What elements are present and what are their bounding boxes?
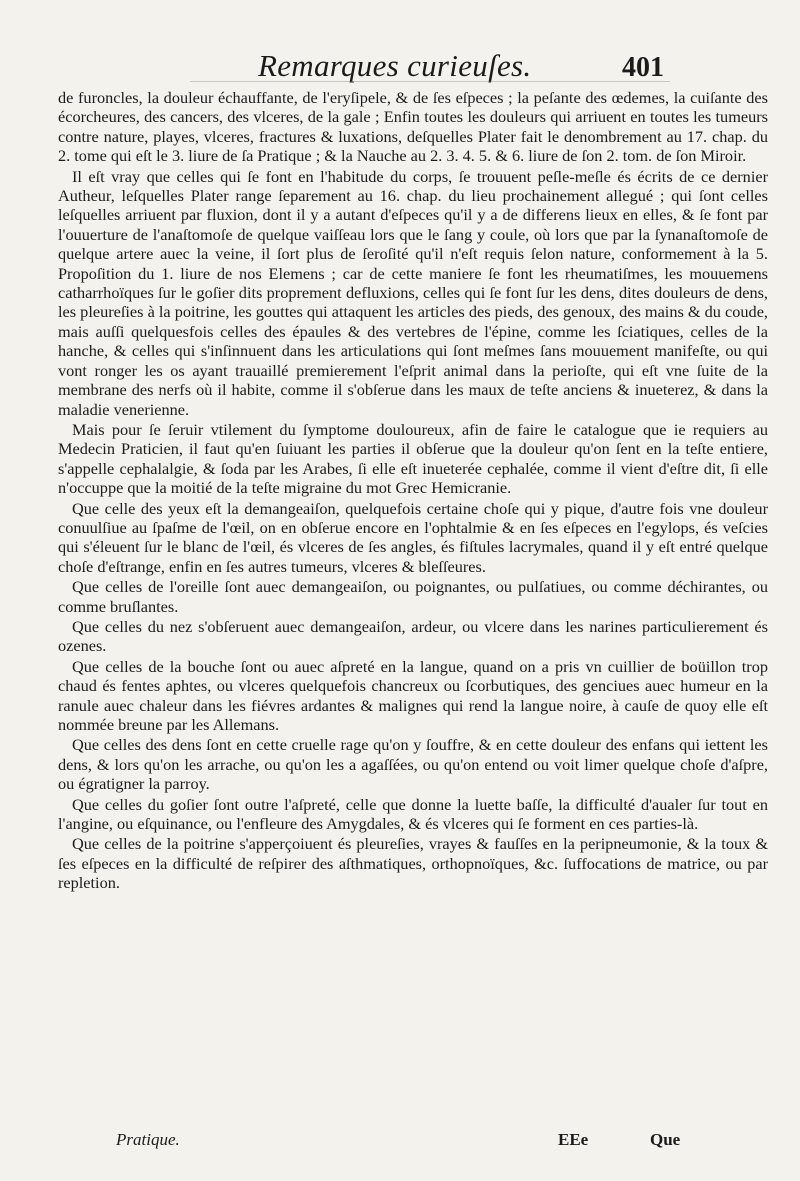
running-title: Remarques curieuſes. [258, 48, 532, 83]
paragraph: Que celles de la poitrine s'apperçoiuent és pleureſies, vrayes & fauſſes en la peripneumonie, & la toux & ſes eſpeces en la difficulté de reſpirer des aſthmatiques, orthopnoïques, &c. ſuffocations de matrice, ou par repletion. [58, 834, 768, 893]
signature-mark: EEe [558, 1130, 589, 1149]
body-text [58, 88, 768, 893]
catchword-left: Pratique. [116, 1130, 180, 1149]
paragraph: Que celles des dens ſont en cette cruelle rage qu'on y ſouffre, & en cette douleur des enfans qui iettent les dens, & lors qu'on les arrache, ou qu'on les a agaſſées, ou qu'on entend ou voit limer quelque choſe d'aſpre, ou égratigner la parroy. [58, 735, 768, 794]
paragraph: Que celle des yeux eſt la demangeaiſon, quelquefois certaine choſe qui y pique, d'autre fois vne douleur conuulſiue au ſpaſme de l'œil, on en obſerue encore en l'ophtalmie & en ſes eſpeces en l'egylops, és veſcies qui s'éleuent ſur le blanc de l'œil, és vlceres de ſes angles, és fiſtules lacrymales, quand il y eſt entré quelque choſe d'eſtrange, enfin en ſes autres tumeurs, vlceres & bleſſeures. [58, 498, 768, 576]
paragraph: Que celles de la bouche ſont ou auec aſpreté en la langue, quand on a pris vn cuillier de boüillon trop chaud és fentes aphtes, ou vlceres quelquefois chancreux ou ſcorbutiques, des genciues auec humeur en la ranule auec chaleur dans les fiévres ardantes & malignes qui rend la langue noire, à cauſe de quoy elle eſt nommée breune par les Allemans. [58, 656, 768, 734]
catchword-right: Que [650, 1130, 681, 1149]
header-rule [190, 81, 670, 82]
paragraph: Que celles de l'oreille ſont auec demangeaiſon, ou poignantes, ou pulſatiues, ou comme déchirantes, ou comme bruſlantes. [58, 577, 768, 616]
paragraph: Que celles du goſier ſont outre l'aſpreté, celle que donne la luette baſſe, la difficulté d'aualer ſur tout en l'angine, ou eſquinance, ou l'enfleure des Amygdales, & és vlceres qui ſe forment en ces parties-là. [58, 794, 768, 834]
paragraph: Que celles du nez s'obſeruent auec demangeaiſon, ardeur, ou vlcere dans les narines particulierement és ozenes. [58, 616, 768, 656]
paragraph: de furoncles, la douleur échauffante, de l'eryſipele, & de ſes eſpeces ; la peſante des œdemes, la cuiſante des écorcheures, des cancers, des vlceres, de la gale ; Enfin toutes les douleurs qui arriuent en toutes les tumeurs contre nature, playes, vlceres, fractures & luxations, deſquelles Plater fait le denombrement au 17. chap. du 2. tome qui eſt le 3. liure de ſa Pratique ; & la Nauche au 2. 3. 4. 5. & 6. liure de ſon 2. tom. de ſon Miroir. [58, 88, 768, 166]
page-number: 401 [622, 52, 664, 83]
page-footer [0, 1130, 800, 1160]
paragraph: Mais pour ſe ſeruir vtilement du ſymptome douloureux, afin de faire le catalogue que ie requiers au Medecin Praticien, il faut qu'en ſuiuant les parties il obſerue que la douleur qu'on ſent en la teſte entiere, s'appelle cephalalgie, & ſoda par les Arabes, ſi elle eſt inueterée cephalée, comme il vient d'eſtre dit, ſi elle n'occuppe que la moitié de la teſte migraine du mot Grec Hemicranie. [58, 419, 768, 498]
paragraph: Il eſt vray que celles qui ſe font en l'habitude du corps, ſe trouuent peſle-meſle és écrits de ce dernier Autheur, leſquelles Plater range ſeparement au 16. chap. du lieu prochainement allegué ; qui ſont celles leſquelles arriuent par fluxion, dont il y a autant d'eſpeces qu'il y a de differens lieux en elles, & ſe font par l'ouuerture de l'anaſtomoſe de quelque vaiſſeau lors que le ſang y coule, où lors que par la ſynanaſtomoſe de quelque artere auec la veine, il ſort plus de ſeroſité qu'il n'eſt requis ſelon nature, conformement à la 5. Propoſition du 1. liure de nos Elemens ; car de cette maniere ſe font les rheumatiſmes, les mouuemens catharrhoïques ſur le goſier dits proprement defluxions, celles qui ſe font ſur les dens, dites douleurs de dens, les pleureſies à la poitrine, les gouttes qui attaquent les articles des pieds, des genoux, des mains & du coude, mais auſſi quelquesfois celles des épaules & des vertebres de l'épine, comme les ſciatiques, celles de la hanche, & celles qui s'inſinnuent dans les articulations qui ſont meſmes ſans mouuement manifeſte, ou qui vont ronger les os ayant trauaillé premierement l'eſprit animal dans la perioſte, qui eſt vne ſuite de la membrane des nerfs où il habite, comme il s'obſerue dans les maux de teſte anciens & inueterez, & dans la maladie venerienne. [58, 166, 768, 419]
